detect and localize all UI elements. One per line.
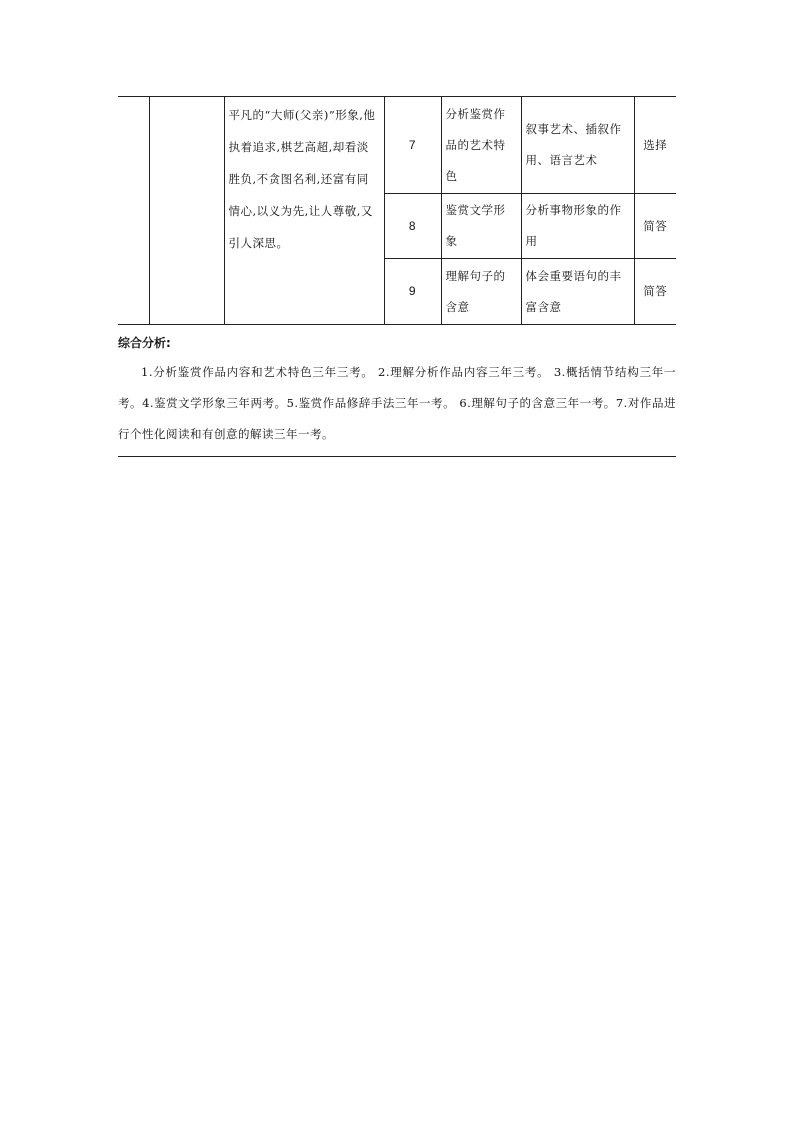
question-type-cell: 简答 <box>634 194 676 259</box>
question-number: 9 <box>384 259 441 325</box>
ability-cell: 分析鉴赏作品的艺术特色 <box>441 97 521 194</box>
content-description: 平凡的“大师(父亲)”形象,他执着追求,棋艺高超,却看淡胜负,不贪图名利,还富有同情心,以义为先,让人尊敬,又引人深思。 <box>224 97 384 325</box>
knowledge-point-cell: 叙事艺术、插叙作用、语言艺术 <box>521 97 634 194</box>
knowledge-point-cell: 分析事物形象的作用 <box>521 194 634 259</box>
analysis-heading: 综合分析: <box>118 336 171 350</box>
year-cell <box>118 97 149 325</box>
question-number: 8 <box>384 194 441 259</box>
exam-analysis-table <box>118 96 676 325</box>
question-type-cell: 选择 <box>634 97 676 194</box>
table-row <box>118 97 676 194</box>
question-number: 7 <box>384 97 441 194</box>
source-cell <box>149 97 224 325</box>
document-sheet <box>118 96 676 457</box>
comprehensive-analysis <box>118 325 676 457</box>
ability-cell: 鉴赏文学形象 <box>441 194 521 259</box>
knowledge-point-cell: 体会重要语句的丰富含意 <box>521 259 634 325</box>
question-type-cell: 简答 <box>634 259 676 325</box>
ability-cell: 理解句子的含意 <box>441 259 521 325</box>
analysis-body: 1.分析鉴赏作品内容和艺术特色三年三考。 2.理解分析作品内容三年三考。 3.概括情节结构三年一考。4.鉴赏文学形象三年两考。5.鉴赏作品修辞手法三年一考。 6.理解句子的含意三年一考。7.对作品进行个性化阅读和有创意的解读三年一考。 <box>118 365 676 441</box>
